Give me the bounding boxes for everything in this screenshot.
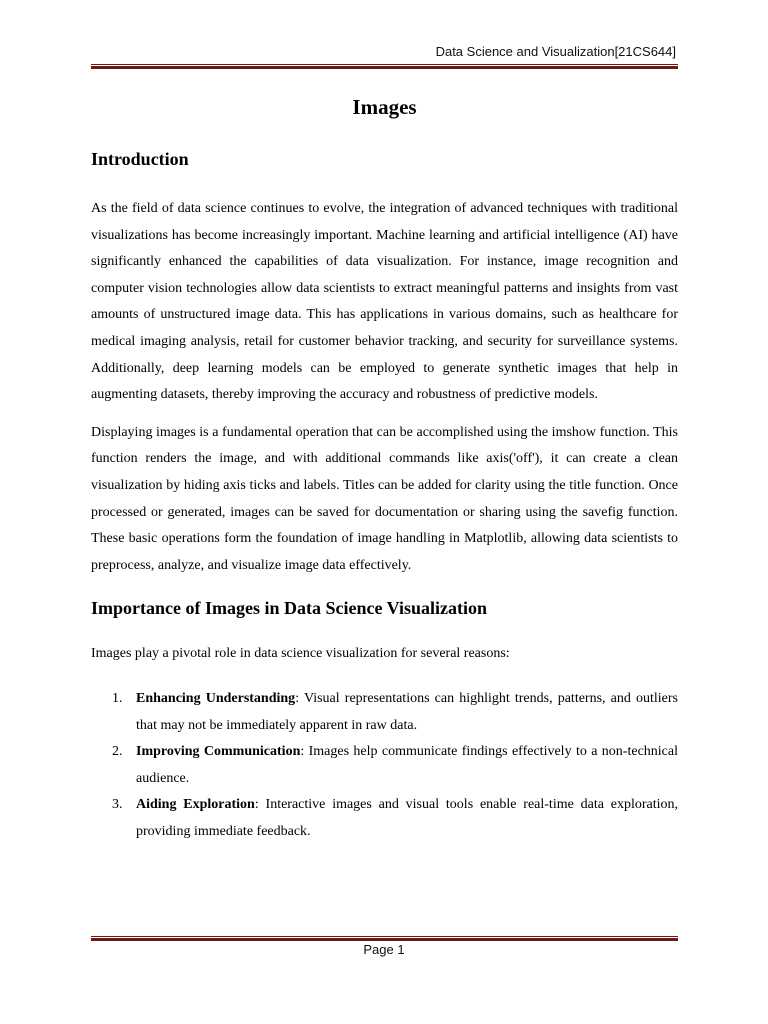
header-rule <box>91 64 678 69</box>
reasons-list <box>91 686 678 846</box>
list-text: : Interactive images and visual tools enable real-time data exploration, providing immediate feedback. <box>136 797 678 839</box>
paragraph: Images play a pivotal role in data science visualization for several reasons: <box>91 646 510 662</box>
list-text: : Images help communicate findings effectively to a non-technical audience. <box>136 744 678 786</box>
list-term: Aiding Exploration <box>136 797 255 813</box>
list-number: 1. <box>112 690 123 706</box>
paragraph: Displaying images is a fundamental operation that can be accomplished using the imshow function. This function renders the image, and with additional commands like axis('off'), it can create a clean visualization by hiding axis ticks and labels. Titles can be added for clarity using the title function. Once processed or generated, images can be saved for documentation or sharing using the savefig function. These basic operations form the foundation of image handling in Matplotlib, allowing data scientists to preprocess, analyze, and visualize image data effectively. <box>91 424 678 573</box>
list-term: Improving Communication <box>136 744 301 760</box>
list-item <box>91 792 678 845</box>
list-term: Enhancing Understanding <box>136 690 296 706</box>
section-heading-importance: Importance of Images in Data Science Visualization <box>91 598 487 619</box>
page-number: Page 1 <box>363 942 405 957</box>
document-body <box>91 92 678 845</box>
section-heading-introduction: Introduction <box>91 149 189 169</box>
footer-rule <box>91 936 678 941</box>
running-header: Data Science and Visualization[21CS644] <box>435 44 676 59</box>
list-item <box>91 739 678 792</box>
list-number: 3. <box>112 797 123 813</box>
page-title: Images <box>352 95 417 119</box>
list-number: 2. <box>112 744 123 760</box>
paragraph: As the field of data science continues to evolve, the integration of advanced techniques with traditional visualizations has become increasingly important. Machine learning and artificial intelligence (AI) have significantly enhanced the capabilities of data visualization. For instance, image recognition and computer vision technologies allow data scientists to extract meaningful patterns and insights from vast amounts of unstructured image data. This has applications in various domains, such as healthcare for medical imaging analysis, retail for customer behavior tracking, and security for surveillance systems. Additionally, deep learning models can be employed to generate synthetic images that help in augmenting datasets, thereby improving the accuracy and robustness of predictive models. <box>91 201 678 403</box>
list-item <box>91 686 678 739</box>
list-text: : Visual representations can highlight trends, patterns, and outliers that may not be immediately apparent in raw data. <box>136 690 678 733</box>
